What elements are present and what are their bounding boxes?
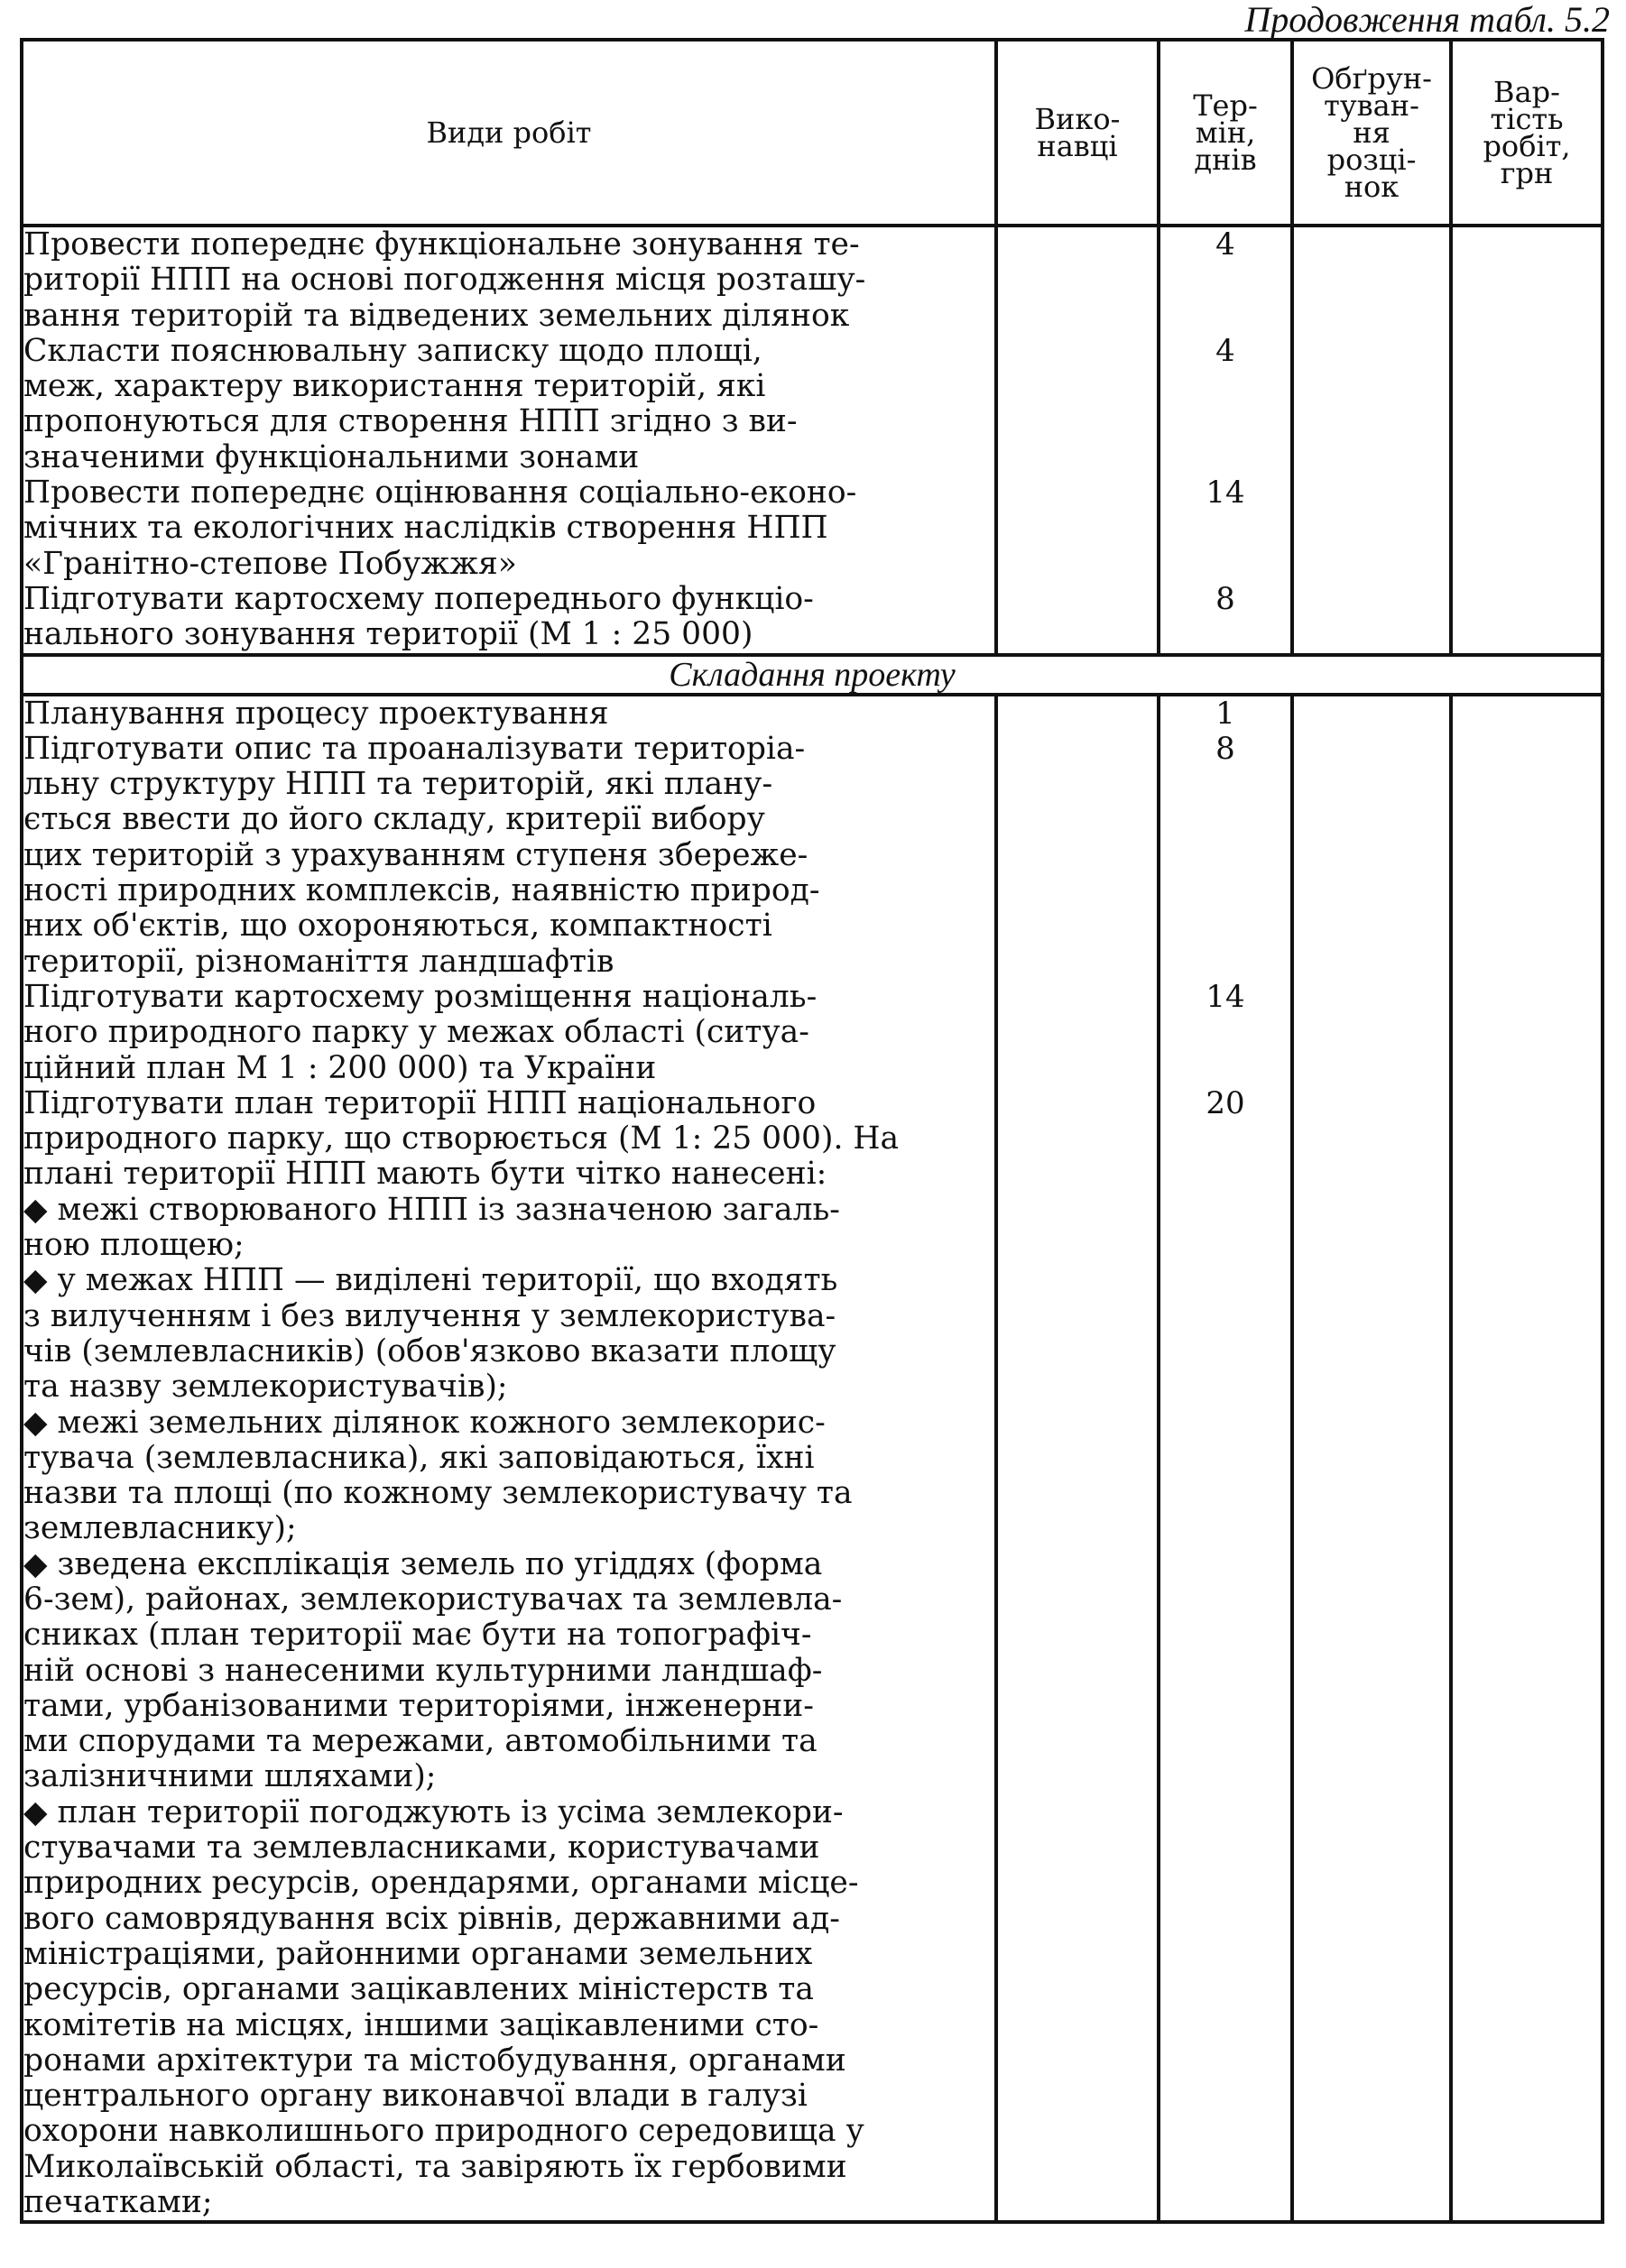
term-value bbox=[1160, 617, 1290, 652]
work-line: ційний план М 1 : 200 000) та України bbox=[23, 1049, 657, 1086]
work-line: риторії НПП на основі погодження місця розташу- bbox=[23, 262, 866, 299]
work-line: Провести попереднє функціональне зонування те- bbox=[23, 226, 860, 263]
work-line: печатками; bbox=[23, 2184, 213, 2221]
work-line: плані території НПП мають бути чітко нанесені: bbox=[23, 1156, 827, 1193]
work-line: сниках (план території має бути на топографіч- bbox=[23, 1617, 812, 1654]
work-line: ною площею; bbox=[23, 1227, 245, 1264]
term-value: 8 bbox=[1215, 730, 1235, 767]
term-value bbox=[1160, 767, 1290, 802]
term-value: 14 bbox=[1206, 978, 1245, 1015]
work-line: мічних та екологічних наслідків створення НПП bbox=[23, 510, 828, 547]
header-work-types-label: Види робіт bbox=[426, 115, 592, 150]
works-table bbox=[20, 38, 1604, 2224]
table-row-preliminary-works bbox=[22, 226, 1603, 655]
term-values-block2 bbox=[1160, 696, 1290, 1122]
work-line: стувачами та землевласниками, користувачами bbox=[23, 1830, 820, 1867]
term-value bbox=[1160, 873, 1290, 908]
work-line: 6-зем), районах, землекористувачах та землевла- bbox=[23, 1581, 843, 1618]
work-line: ресурсів, органами зацікавлених міністерств та bbox=[23, 1971, 814, 2008]
work-line: Підготувати план території НПП національного bbox=[23, 1084, 817, 1121]
term-value: 8 bbox=[1215, 580, 1235, 617]
work-line: території, різноманіття ландшафтів bbox=[23, 943, 614, 980]
work-line: тувача (землевласника), які заповідаються, їхні bbox=[23, 1439, 815, 1476]
term-value bbox=[1160, 1051, 1290, 1086]
work-line: центрального органу виконавчої влади в галузі bbox=[23, 2078, 808, 2115]
work-line: охорони навколишнього природного середовища у bbox=[23, 2113, 864, 2150]
header-term-days bbox=[1159, 40, 1292, 226]
work-line: назви та площі (по кожному землекористувачу та bbox=[23, 1475, 853, 1512]
work-line: залізничними шляхами); bbox=[23, 1758, 437, 1795]
work-line: ється ввести до його складу, критерії вибору bbox=[23, 801, 765, 838]
work-line: ній основі з нанесеними культурними ландшаф- bbox=[23, 1652, 823, 1689]
work-line: тами, урбанізованими територіями, інженерни- bbox=[23, 1687, 814, 1724]
work-line: природних ресурсів, орендарями, органами місце- bbox=[23, 1865, 859, 1902]
term-value: 20 bbox=[1206, 1084, 1245, 1121]
term-values-block1 bbox=[1160, 227, 1290, 653]
work-line: міністраціями, районними органами земельних bbox=[23, 1935, 813, 1972]
term-value bbox=[1160, 1015, 1290, 1050]
term-value bbox=[1160, 908, 1290, 944]
work-line: нального зонування території (М 1 : 25 000) bbox=[23, 616, 753, 653]
work-line: ◆ межі земельних ділянок кожного землекорис- bbox=[23, 1404, 826, 1441]
work-line: Підготувати опис та проаналізувати територіа- bbox=[23, 730, 806, 767]
header-term-label: Тер- мін, днів bbox=[1193, 88, 1258, 177]
cell-term-days bbox=[1159, 226, 1292, 655]
cell-justification bbox=[1292, 226, 1451, 655]
cell-cost bbox=[1451, 226, 1603, 655]
work-line: ності природних комплексів, наявністю природ- bbox=[23, 872, 820, 909]
header-justification-label: Обґрун- туван- ня розці- нок bbox=[1311, 61, 1432, 204]
work-line: цих територій з урахуванням ступеня збереже- bbox=[23, 836, 808, 873]
work-line: природного парку, що створюється (М 1: 25 000). На bbox=[23, 1120, 900, 1157]
work-line: ного природного парку у межах області (ситуа- bbox=[23, 1014, 809, 1051]
term-value bbox=[1160, 802, 1290, 837]
work-line: значеними функціональними зонами bbox=[23, 438, 640, 475]
work-line: ◆ межі створюваного НПП із зазначеною загаль- bbox=[23, 1191, 840, 1228]
header-executors bbox=[996, 40, 1159, 226]
work-line: землевласнику); bbox=[23, 1510, 297, 1547]
work-line: льну структуру НПП та територій, які плану- bbox=[23, 766, 773, 803]
work-line: та назву землекористувачів); bbox=[23, 1369, 508, 1406]
work-line: Миколаївській області, та завіряють їх гербовими bbox=[23, 2148, 847, 2185]
term-value: 1 bbox=[1215, 695, 1235, 732]
table-continuation-caption: Продовження табл. 5.2 bbox=[1244, 0, 1610, 40]
header-price-justification bbox=[1292, 40, 1451, 226]
cell-justification bbox=[1292, 695, 1451, 2223]
header-executors-label: Вико- навці bbox=[1034, 102, 1121, 163]
work-line: ◆ у межах НПП — виділені території, що входять bbox=[23, 1262, 838, 1299]
term-value bbox=[1160, 263, 1290, 298]
header-cost-label: Вар- тість робіт, грн bbox=[1483, 75, 1571, 190]
work-line: «Гранітно-степове Побужжя» bbox=[23, 545, 517, 582]
work-line: Підготувати картосхему розміщення національ- bbox=[23, 978, 818, 1015]
term-value: 14 bbox=[1206, 475, 1245, 512]
term-value: 4 bbox=[1215, 332, 1235, 369]
term-value bbox=[1160, 511, 1290, 546]
work-line: Планування процесу проектування bbox=[23, 695, 609, 732]
section-row bbox=[22, 655, 1603, 695]
work-line: з вилученням і без вилучення у землекористува- bbox=[23, 1297, 836, 1334]
work-lines-block2 bbox=[23, 696, 994, 2221]
table-header-row bbox=[22, 40, 1603, 226]
work-line: чів (землевласників) (обов'язково вказати площу bbox=[23, 1332, 836, 1369]
work-line: ронами архітектури та містобудування, органами bbox=[23, 2042, 846, 2079]
work-line: Скласти пояснювальну записку щодо площі, bbox=[23, 332, 762, 369]
cell-term-days bbox=[1159, 695, 1292, 2223]
term-value bbox=[1160, 404, 1290, 439]
term-value bbox=[1160, 838, 1290, 873]
term-value bbox=[1160, 547, 1290, 582]
work-line: Провести попереднє оцінювання соціально-еконо- bbox=[23, 475, 857, 512]
term-value bbox=[1160, 299, 1290, 334]
header-work-cost bbox=[1451, 40, 1603, 226]
work-line: комітетів на місцях, іншими зацікавленими сто- bbox=[23, 2006, 819, 2043]
work-line: вання територій та відведених земельних ділянок bbox=[23, 297, 850, 334]
cell-work-list bbox=[22, 695, 996, 2223]
cell-work-list bbox=[22, 226, 996, 655]
work-line: Підготувати картосхему попереднього функціо- bbox=[23, 580, 814, 617]
term-value bbox=[1160, 440, 1290, 475]
work-line: вого самоврядування всіх рівнів, державними ад- bbox=[23, 1900, 840, 1937]
cell-cost bbox=[1451, 695, 1603, 2223]
work-line: ◆ план території погоджують із усіма землекори- bbox=[23, 1793, 844, 1830]
section-title: Складання проекту bbox=[22, 655, 1603, 695]
cell-executors bbox=[996, 226, 1159, 655]
work-line: ми спорудами та мережами, автомобільними та bbox=[23, 1723, 818, 1760]
table-row-project-works bbox=[22, 695, 1603, 2223]
term-value bbox=[1160, 945, 1290, 980]
work-line: меж, характеру використання територій, які bbox=[23, 368, 766, 405]
header-work-types bbox=[22, 40, 996, 226]
work-line: них об'єктів, що охороняються, компактності bbox=[23, 908, 772, 945]
work-line: ◆ зведена експлікація земель по угіддях (форма bbox=[23, 1545, 823, 1582]
term-value: 4 bbox=[1215, 226, 1235, 263]
term-value bbox=[1160, 369, 1290, 404]
cell-executors bbox=[996, 695, 1159, 2223]
work-line: пропонуються для створення НПП згідно з ви- bbox=[23, 403, 798, 440]
work-lines-block1 bbox=[23, 227, 994, 653]
